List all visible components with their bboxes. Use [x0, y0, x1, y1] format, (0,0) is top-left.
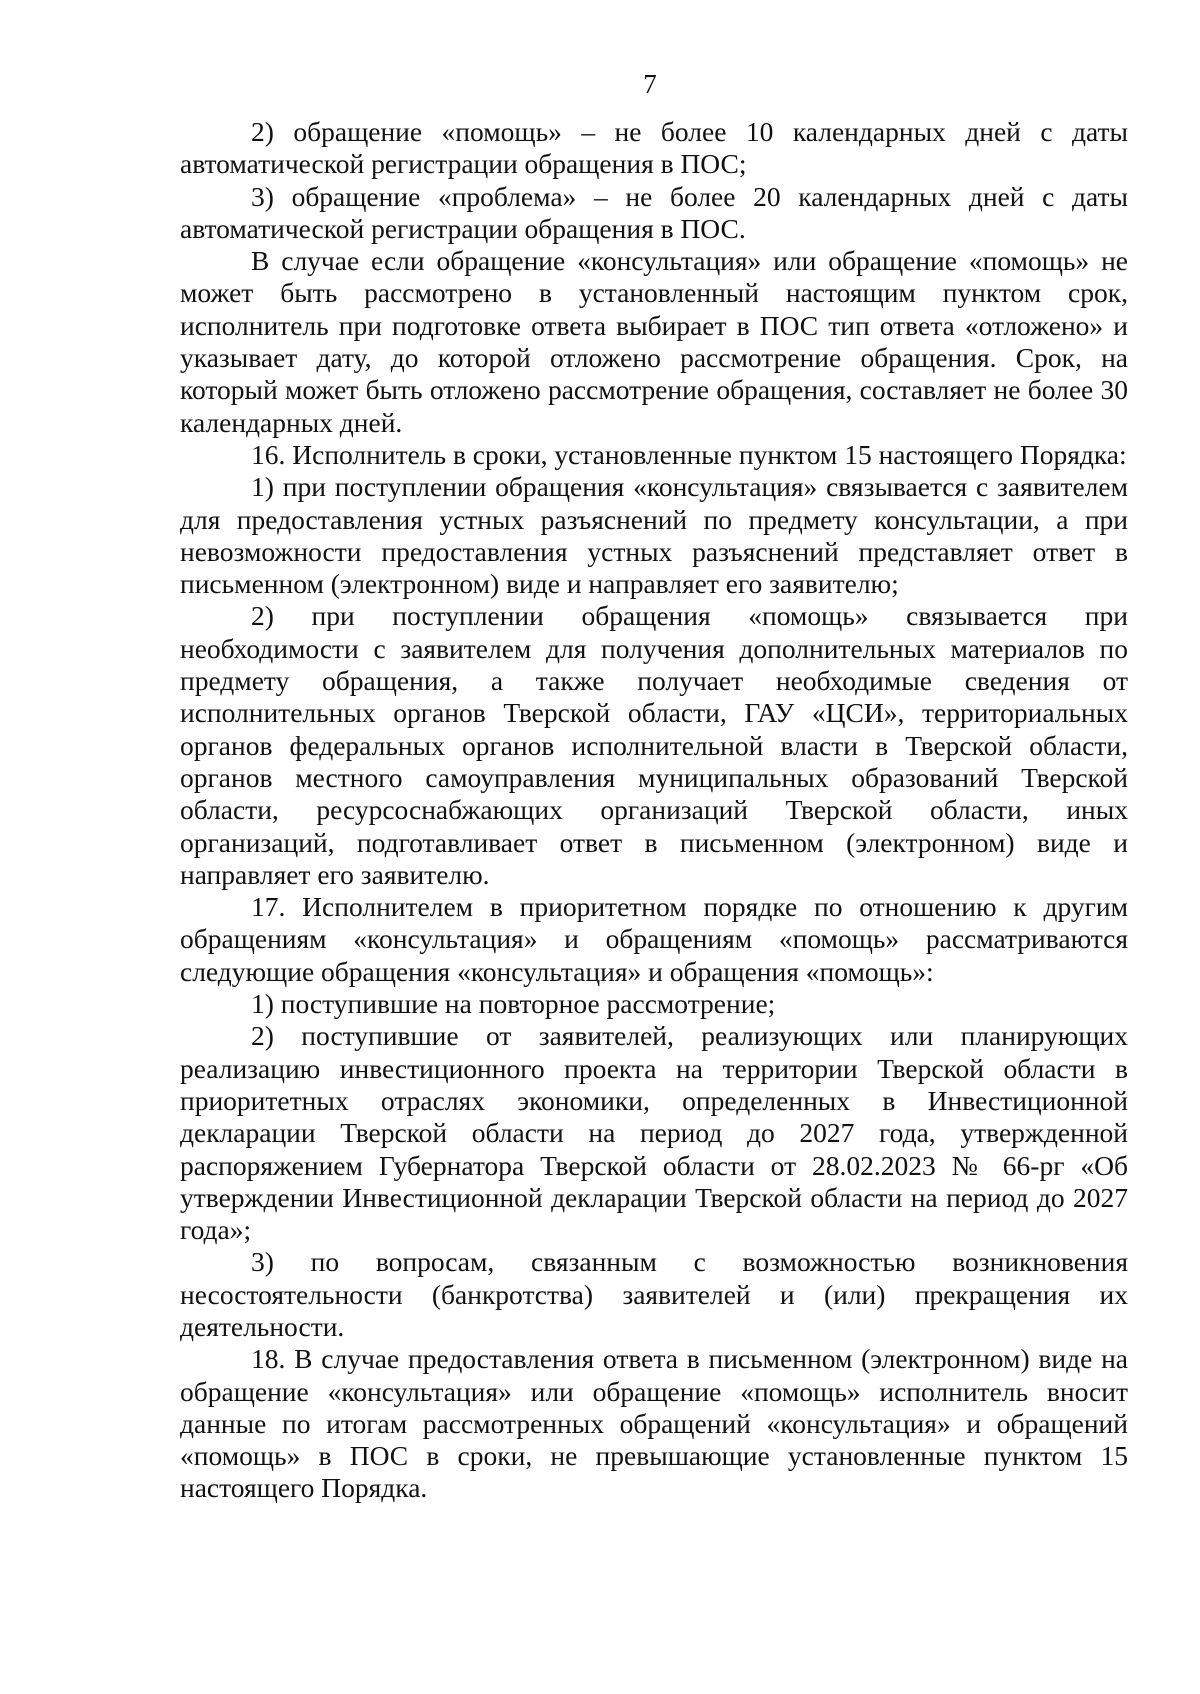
- paragraph-clause-17-item-2: 2) поступившие от заявителей, реализующих или планирующих реализацию инвестиционного проекта на территории Тверской области в приоритетных отраслях экономики, определенных в Инвестиционной декларации Тверской области на период до 2027 года, утвержденной распоряжением Губернатора Тверской области от 28.02.2023 № 66-рг «Об утверждении Инвестиционной декларации Тверской области на период до 2027 года»;: [180, 1020, 1128, 1246]
- page-number: 7: [643, 69, 657, 99]
- paragraph-postponement: В случае если обращение «консультация» или обращение «помощь» не может быть рассмотрено в установленный настоящим пунктом срок, исполнитель при подготовке ответа выбирает в ПОС тип ответа «отложено» и указывает дату, до которой отложено рассмотрение обращения. Срок, на который может быть отложено рассмотрение обращения, составляет не более 30 календарных дней.: [180, 245, 1128, 438]
- paragraph-clause-17-item-1: 1) поступившие на повторное рассмотрение;: [251, 988, 776, 1020]
- paragraph-clause-18: 18. В случае предоставления ответа в письменном (электронном) виде на обращение «консультация» или обращение «помощь» исполнитель вносит данные по итогам рассмотренных обращений «консультация» и обращений «помощь» в ПОС в сроки, не превышающие установленные пунктом 15 настоящего Порядка.: [180, 1343, 1128, 1504]
- paragraph-clause-17: 17. Исполнителем в приоритетном порядке по отношению к другим обращениям «консультация» и обращениям «помощь» рассматриваются следующие обращения «консультация» и обращения «помощь»:: [180, 891, 1128, 987]
- paragraph-clause-16: 16. Исполнитель в сроки, установленные пунктом 15 настоящего Порядка:: [251, 438, 1127, 470]
- paragraph-clause-16-item-1: 1) при поступлении обращения «консультация» связывается с заявителем для предоставления устных разъяснений по предмету консультации, а при невозможности предоставления устных разъяснений представляет ответ в письменном (электронном) виде и направляет его заявителю;: [180, 471, 1128, 600]
- paragraph-clause-16-item-2: 2) при поступлении обращения «помощь» связывается при необходимости с заявителем для получения дополнительных материалов по предмету обращения, а также получает необходимые сведения от исполнительных органов Тверской области, ГАУ «ЦСИ», территориальных органов федеральных органов исполнительной власти в Тверской области, органов местного самоуправления муниципальных образований Тверской области, ресурсоснабжающих организаций Тверской области, иных организаций, подготавливает ответ в письменном (электронном) виде и направляет его заявителю.: [180, 600, 1128, 890]
- document-body: [180, 116, 1128, 1505]
- paragraph-item-3: 3) обращение «проблема» – не более 20 календарных дней с даты автоматической регистрации обращения в ПОС.: [180, 180, 1128, 244]
- paragraph-clause-17-item-3: 3) по вопросам, связанным с возможностью возникновения несостоятельности (банкротства) заявителей и (или) прекращения их деятельности.: [180, 1246, 1128, 1342]
- paragraph-item-2: 2) обращение «помощь» – не более 10 календарных дней с даты автоматической регистрации обращения в ПОС;: [180, 116, 1128, 180]
